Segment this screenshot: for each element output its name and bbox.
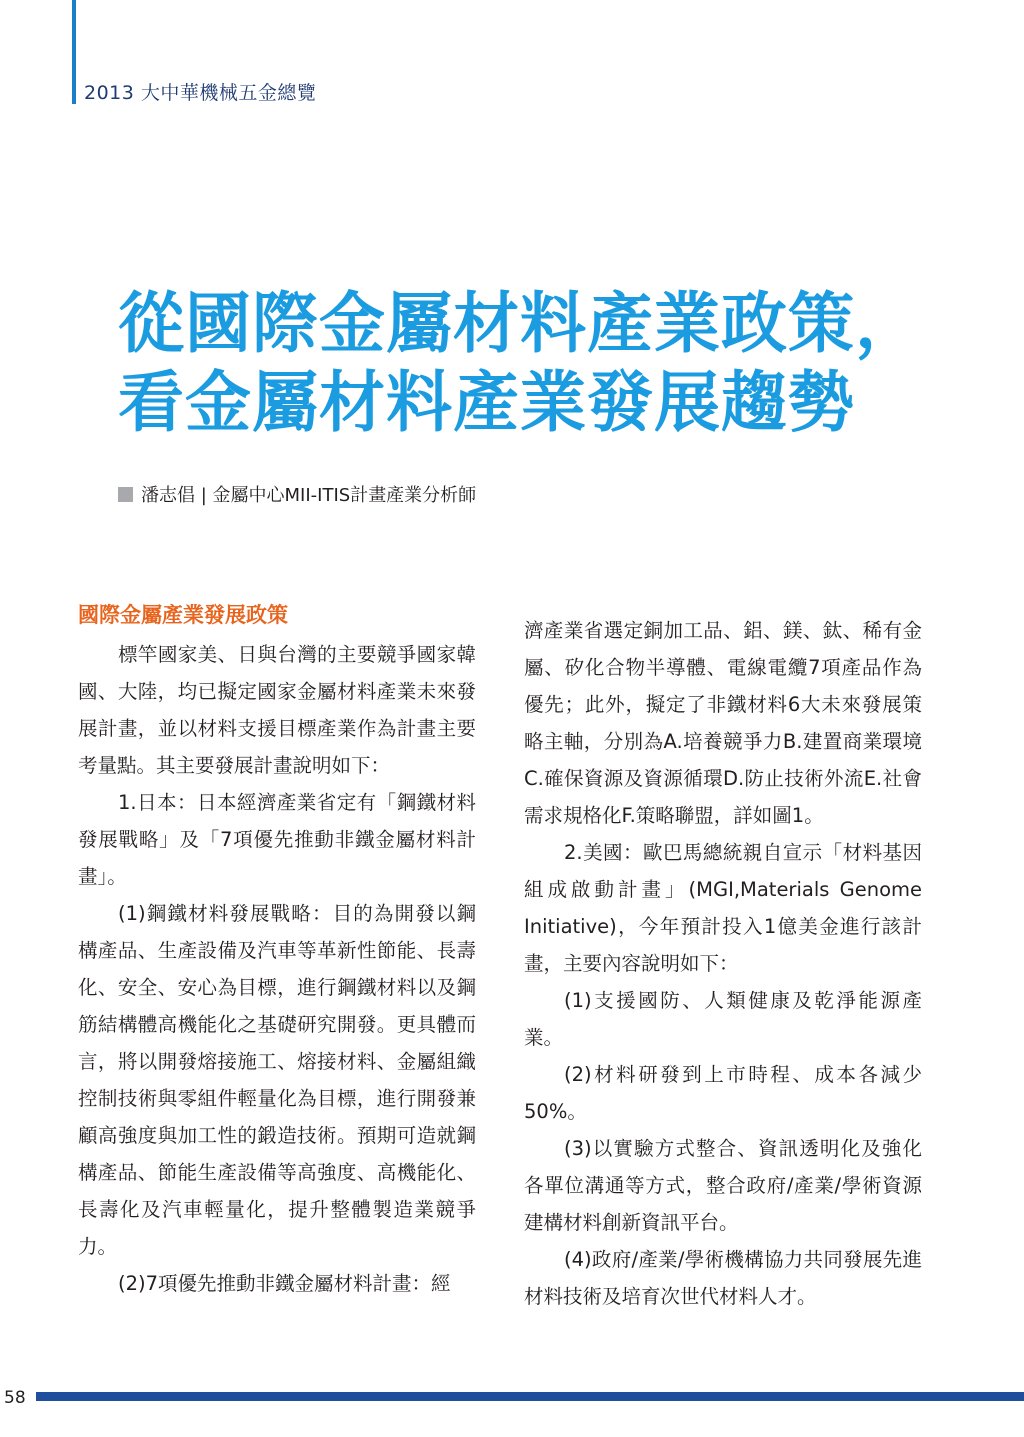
page-number: 58 [4, 1388, 26, 1408]
paragraph: (1)支援國防、人類健康及乾淨能源產業。 [524, 989, 922, 1049]
square-bullet-icon [118, 487, 133, 502]
paragraph: 標竿國家美、日與台灣的主要競爭國家韓國、大陸，均已擬定國家金屬材料產業未來發展計畫，並以材料支援目標產業作為計畫主要考量點。其主要發展計畫說明如下： [78, 643, 476, 777]
article-title-line-1: 從國際金屬材料產業政策， [118, 285, 922, 362]
paragraph: (1)鋼鐵材料發展戰略：目的為開發以鋼構產品、生產設備及汽車等革新性節能、長壽化、安全、安心為目標，進行鋼鐵材料以及鋼筋結構體高機能化之基礎研究開發。更具體而言，將以開發熔接施工、熔接材料、金屬組織控制技術與零組件輕量化為目標，進行開發兼顧高強度與加工性的鍛造技術。預期可造就鋼構產品、節能生產設備等高強度、高機能化、長壽化及汽車輕量化，提升整體製造業競爭力。 [78, 902, 476, 1258]
paragraph: (4)政府/產業/學術機構協力共同發展先進材料技術及培育次世代材料人才。 [524, 1248, 922, 1308]
article-title-line-2: 看金屬材料產業發展趨勢 [118, 364, 855, 441]
author-text: 潘志倡 | 金屬中心MII-ITIS計畫產業分析師 [141, 485, 477, 506]
article-title [118, 284, 978, 442]
paragraph: (2)材料研發到上市時程、成本各減少50%。 [524, 1063, 922, 1123]
paragraph: 2.美國：歐巴馬總統親自宣示「材料基因組成啟動計畫」(MGI,Materials Genome Initiative)，今年預計投入1億美金進行該計畫，主要內容說明如下： [524, 841, 922, 975]
footer-bar [36, 1392, 1024, 1401]
left-column [78, 600, 476, 1302]
header-accent-bar [72, 0, 76, 104]
author-byline [118, 481, 476, 507]
paragraph: 濟產業省選定銅加工品、鋁、鎂、鈦、稀有金屬、矽化合物半導體、電線電纜7項產品作為優先；此外，擬定了非鐵材料6大未來發展策略主軸，分別為A.培養競爭力B.建置商業環境C.確保資源及資源循環D.防止技術外流E.社會需求規格化F.策略聯盟，詳如圖1。 [524, 619, 922, 827]
right-column [524, 612, 922, 1315]
publication-header: 2013 大中華機械五金總覽 [84, 82, 317, 104]
paragraph: (3)以實驗方式整合、資訊透明化及強化各單位溝通等方式，整合政府/產業/學術資源建構材料創新資訊平台。 [524, 1137, 922, 1234]
paragraph: (2)7項優先推動非鐵金屬材料計畫：經 [118, 1272, 451, 1295]
section-heading: 國際金屬產業發展政策 [78, 603, 288, 627]
paragraph: 1.日本：日本經濟產業省定有「鋼鐵材料發展戰略」及「7項優先推動非鐵金屬材料計畫」。 [78, 791, 476, 888]
